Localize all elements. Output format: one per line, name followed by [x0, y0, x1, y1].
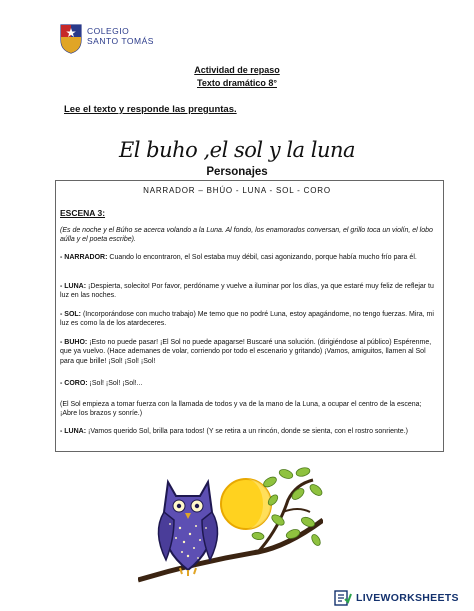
owl-illustration — [138, 462, 323, 584]
paragraph — [60, 253, 440, 262]
activity-title: Actividad de repaso — [194, 65, 280, 75]
story-title: El buho ,el sol y la luna — [118, 138, 356, 162]
speaker: - BUHO: — [60, 339, 88, 346]
paragraph — [60, 400, 440, 419]
paragraph-text: ¡Despierta, solecito! Por favor, perdóname y vuelve a iluminar por los días, ya que estaré muy feliz de reflejar tu luz en las noches. — [60, 283, 434, 300]
paragraph — [60, 379, 440, 388]
paragraph-text: ¡Sol! ¡Sol! ¡Sol!... — [87, 380, 143, 387]
paragraph-text: ¡Esto no puede pasar! ¡El Sol no puede apagarse! Buscaré una solución. (dirigiéndose al público) Espérenme, que ya vuelvo. (Hace ademanes de volar, corriendo por todo el escenario y gritando) ¡Vamos, amiguitos, llamen al Sol para que brille! ¡Sol! ¡Sol! ¡Sol! — [60, 339, 432, 365]
liveworksheets-icon — [334, 590, 352, 606]
activity-subtitle: Texto dramático 8° — [197, 78, 277, 88]
paragraph-text: (El Sol empieza a tomar fuerza con la llamada de todos y va de la mano de la Luna, a ocupar el centro de la escena; ¡Abre los brazos y sonríe.) — [60, 401, 422, 418]
paragraph-text: Cuando lo encontraron, el Sol estaba muy débil, casi agonizando, porque había mucho frío para él. — [107, 254, 417, 261]
speaker: - LUNA: — [60, 428, 87, 435]
school-name-line1: COLEGIO — [87, 26, 130, 36]
speaker: - SOL: — [60, 311, 81, 318]
speaker: - CORO: — [60, 380, 88, 387]
paragraph — [60, 226, 440, 245]
liveworksheets-label: LIVEWORKSHEETS — [356, 592, 459, 604]
paragraph-text: (Es de noche y el Búho se acerca volando a la Luna. Al fondo, los enamorados conversan, el grillo toca un violín, el lobo aúlla y el poeta escribe). — [60, 227, 433, 244]
paragraph — [60, 427, 440, 436]
school-logo — [60, 24, 180, 64]
school-name-line2: SANTO TOMÁS — [87, 36, 154, 46]
paragraph-text: (Incorporándose con mucho trabajo) Me temo que no podré Luna, estoy apagándome, no tengo fuerzas. Mira, mi luz es como la de los atardeceres. — [60, 311, 434, 328]
paragraph-text: ¡Vamos querido Sol, brilla para todos! (Y se retira a un rincón, donde se sienta, con el rostro sonriente.) — [86, 428, 408, 435]
characters-heading: Personajes — [206, 166, 268, 178]
liveworksheets-logo[interactable] — [334, 590, 469, 606]
speaker: - LUNA: — [60, 283, 87, 290]
instruction: Lee el texto y responde las preguntas. — [64, 104, 237, 115]
paragraph — [60, 310, 440, 329]
characters-list: NARRADOR – BHÚO - LUNA - SOL - CORO — [143, 186, 331, 195]
speaker: - NARRADOR: — [60, 254, 108, 261]
paragraph — [60, 282, 440, 301]
school-shield-icon — [60, 24, 82, 54]
scene-title: ESCENA 3: — [60, 208, 106, 218]
paragraph — [60, 338, 440, 366]
